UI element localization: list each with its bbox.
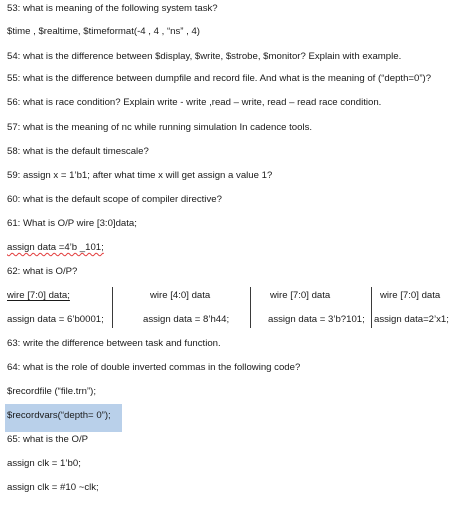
table-cell-decl-4: wire [7:0] data [380, 290, 441, 301]
table-divider-2 [250, 287, 251, 328]
question-54: 54: what is the difference between $display, $write, $strobe, $monitor? Explain with example. [7, 51, 402, 62]
table-divider-3 [371, 287, 372, 328]
question-64: 64: what is the role of double inverted commas in the following code? [7, 362, 301, 373]
question-57: 57: what is the meaning of nc while running simulation In cadence tools. [7, 122, 313, 133]
question-56: 56: what is race condition? Explain write - write ,read – write, read – read race condition. [7, 97, 382, 108]
question-65-code-1: assign clk = 1’b0; [7, 458, 81, 469]
table-cell-assign-3: assign data = 3’b?101; [268, 314, 365, 325]
question-59: 59: assign x = 1’b1; after what time x will get assign a value 1? [7, 170, 273, 181]
question-64-code-2: $recordvars(“depth= 0”); [7, 410, 111, 421]
table-cell-decl-2: wire [4:0] data [150, 290, 211, 301]
question-63: 63: write the difference between task and function. [7, 338, 221, 349]
question-60: 60: what is the default scope of compiler directive? [7, 194, 222, 205]
question-61: 61: What is O/P wire [3:0]data; [7, 218, 137, 229]
table-cell-assign-1: assign data = 6’b0001; [7, 314, 104, 325]
question-65-code-2: assign clk = #10 ~clk; [7, 482, 99, 493]
question-62: 62: what is O/P? [7, 266, 78, 277]
question-61-code: assign data =4’b _101; [7, 242, 104, 253]
question-55: 55: what is the difference between dumpfile and record file. And what is the meaning of (“depth=0”)? [7, 73, 432, 84]
question-64-code-1: $recordfile (“file.trn”); [7, 386, 97, 397]
table-cell-decl-1: wire [7:0] data; [7, 290, 70, 301]
question-65: 65: what is the O/P [7, 434, 89, 445]
table-divider-1 [112, 287, 113, 328]
question-53-code: $time , $realtime, $timeformat(-4 , 4 , “ns” , 4) [7, 26, 200, 37]
question-53: 53: what is meaning of the following system task? [7, 3, 218, 14]
table-cell-assign-4: assign data=2’x1; [374, 314, 449, 325]
table-cell-decl-3: wire [7:0] data [270, 290, 331, 301]
table-cell-assign-2: assign data = 8’h44; [143, 314, 230, 325]
question-58: 58: what is the default timescale? [7, 146, 149, 157]
